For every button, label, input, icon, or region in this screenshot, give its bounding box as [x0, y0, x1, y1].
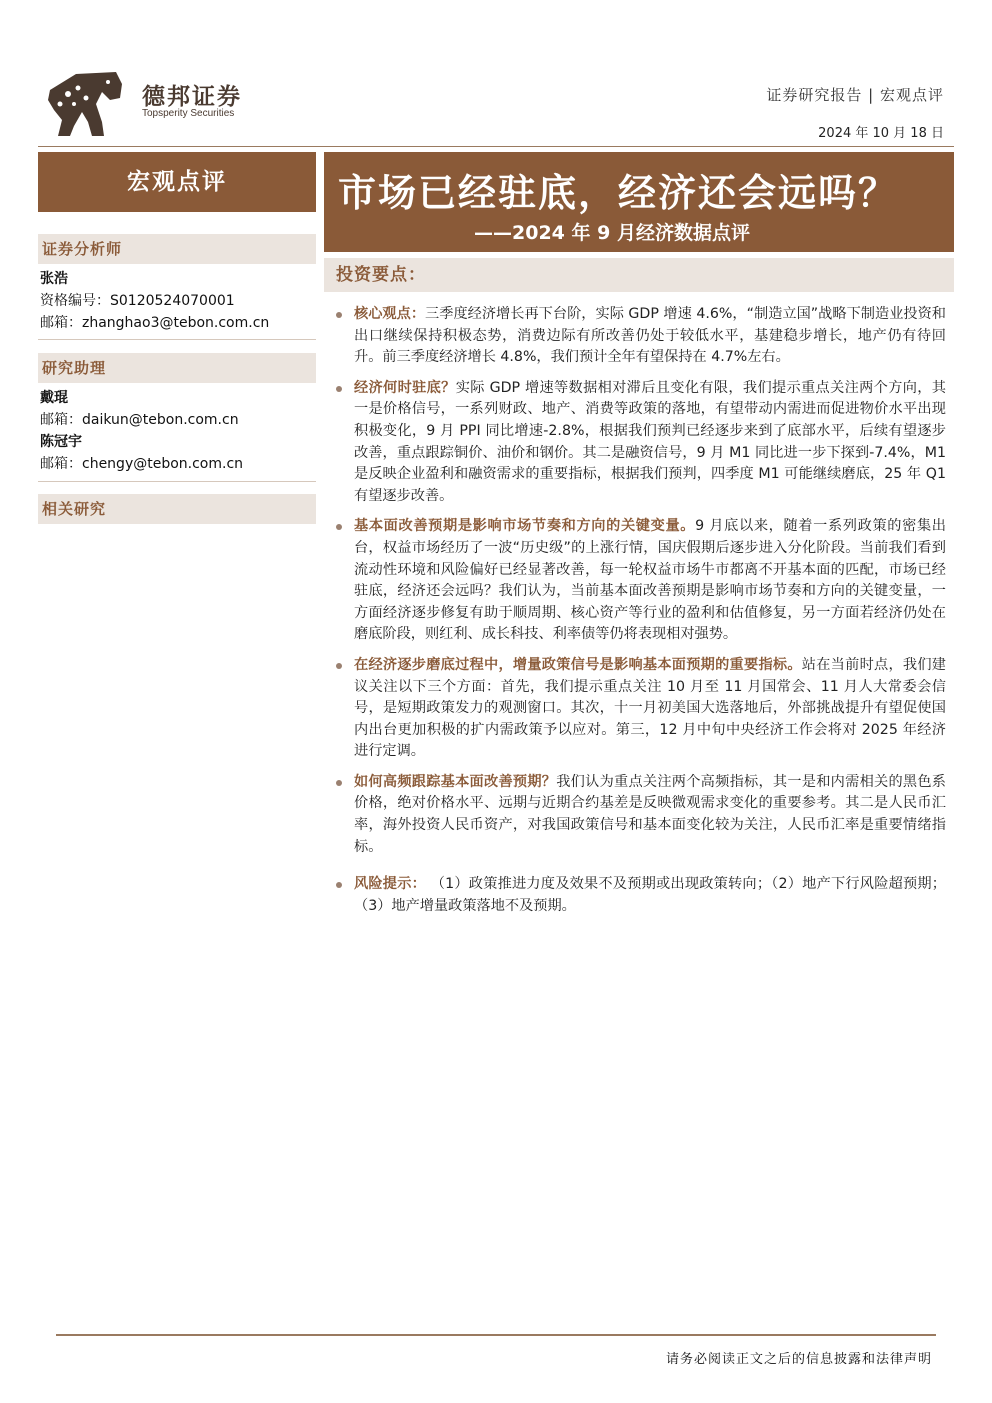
investment-points	[334, 304, 946, 926]
report-date: 2024 年 10 月 18 日	[818, 126, 944, 141]
leopard-logo-icon	[46, 70, 124, 140]
company-logo	[46, 70, 256, 140]
bullet-icon	[336, 312, 342, 318]
footer-divider	[56, 1334, 936, 1336]
assistant-heading: 研究助理	[38, 353, 316, 383]
bullet-icon	[336, 386, 342, 392]
related-research-heading: 相关研究	[38, 494, 316, 524]
point-text: 我们认为重点关注两个高频指标，其一是和内需相关的黑色系价格，绝对价格水平、远期与近期合约基差是反映微观需求变化的重要参考。其二是人民币汇率，海外投资人民币资产，对我国政策信号和基本面变化较为关注，人民币汇率是重要情绪指标。	[354, 773, 946, 855]
sidebar-divider	[38, 339, 316, 340]
bullet-icon	[336, 524, 342, 530]
bullet-icon	[336, 663, 342, 669]
bullet-icon	[336, 780, 342, 786]
title-banner	[324, 152, 954, 252]
risk-warning	[334, 874, 946, 917]
point-text: 三季度经济增长再下台阶，实际 GDP 增速 4.6%，“制造立国”战略下制造业投资和出口继续保持积极态势，消费边际有所改善仍处于较低水平，基建稳步增长，地产仍有待回升。前三季度经济增长 4.8%，我们预计全年有望保持在 4.7%左右。	[354, 306, 946, 366]
list-item	[334, 516, 946, 646]
bullet-icon	[336, 882, 342, 888]
analyst-heading: 证券分析师	[38, 234, 316, 264]
report-category: 证券研究报告 | 宏观点评	[766, 86, 944, 104]
list-item	[334, 304, 946, 369]
list-item	[334, 772, 946, 858]
risk-text: （1）政策推进力度及效果不及预期或出现政策转向；（2）地产下行风险超预期；（3）地产增量政策落地不及预期。	[354, 876, 946, 914]
list-item	[334, 378, 946, 508]
sidebar-divider	[38, 481, 316, 482]
report-type-banner: 宏观点评	[38, 152, 316, 212]
point-text: 站在当前时点，我们建议关注以下三个方面：首先，我们提示重点关注 10 月至 11 月国常会、11 月人大常委会信号，是短期政策发力的观测窗口。其次，十一月初美国大选落地后，外部挑战提升有望促使国内出台更加积极的扩内需政策予以应对。第三，12 月中旬中央经济工作会将对 2025 年经济进行定调。	[354, 656, 946, 760]
logo-name-en: Topsperity Securities	[142, 108, 235, 119]
point-text: 9 月底以来，随着一系列政策的密集出台，权益市场经历了一波“历史级”的上涨行情，国庆假期后逐步进入分化阶段。当前我们看到流动性环境和风险偏好已经显著改善，每一轮权益市场牛市都离不开基本面的匹配，市场已经驻底，经济还会远吗？我们认为，当前基本面改善预期是影响市场节奏和方向的关键变量，一方面经济逐步修复有助于顺周期、核心资产等行业的盈利和估值修复，另一方面若经济仍处在磨底阶段，则红利、成长科技、利率债等仍将表现相对强势。	[354, 518, 946, 643]
assistant1-name: 戴琨	[40, 390, 68, 406]
assistant1-email: 邮箱：daikun@tebon.com.cn	[40, 412, 239, 428]
header-divider	[38, 146, 954, 147]
point-lead: 如何高频跟踪基本面改善预期？	[354, 773, 557, 790]
point-text: 实际 GDP 增速等数据相对滞后且变化有限，我们提示重点关注两个方向，其一是价格信号，一系列财政、地产、消费等政策的落地，有望带动内需进而促进物价水平出现积极变化，9 月 PPI 同比增速-2.8%，根据我们预判已经逐步来到了底部水平，后续有望逐步改善，重点跟踪铜价、油价和钢价。其二是融资信号，9 月 M1 同比进一步下探到-7.4%，M1 是反映企业盈利和融资需求的重要指标，根据我们预判，四季度 M1 可能继续磨底，25 年 Q1 有望逐步改善。	[354, 379, 946, 504]
analyst-email: 邮箱：zhanghao3@tebon.com.cn	[40, 315, 270, 331]
logo-name-cn: 德邦证券	[142, 84, 242, 110]
footer-disclaimer: 请务必阅读正文之后的信息披露和法律声明	[665, 1352, 932, 1367]
report-subtitle: ——2024 年 9 月经济数据点评	[474, 222, 750, 244]
assistant2-email: 邮箱：chengy@tebon.com.cn	[40, 456, 244, 472]
analyst-license: 资格编号：S0120524070001	[40, 293, 235, 309]
investment-highlights-heading: 投资要点：	[324, 258, 954, 292]
point-lead: 基本面改善预期是影响市场节奏和方向的关键变量。	[354, 518, 696, 535]
analyst-name: 张浩	[40, 271, 68, 287]
point-lead: 在经济逐步磨底过程中，增量政策信号是影响基本面预期的重要指标。	[354, 656, 802, 673]
assistant2-name: 陈冠宇	[40, 434, 82, 450]
risk-lead: 风险提示：	[354, 876, 427, 893]
point-lead: 经济何时驻底？	[354, 379, 456, 396]
report-title: 市场已经驻底，经济还会远吗？	[338, 171, 899, 215]
point-lead: 核心观点：	[354, 306, 426, 322]
list-item	[334, 655, 946, 763]
